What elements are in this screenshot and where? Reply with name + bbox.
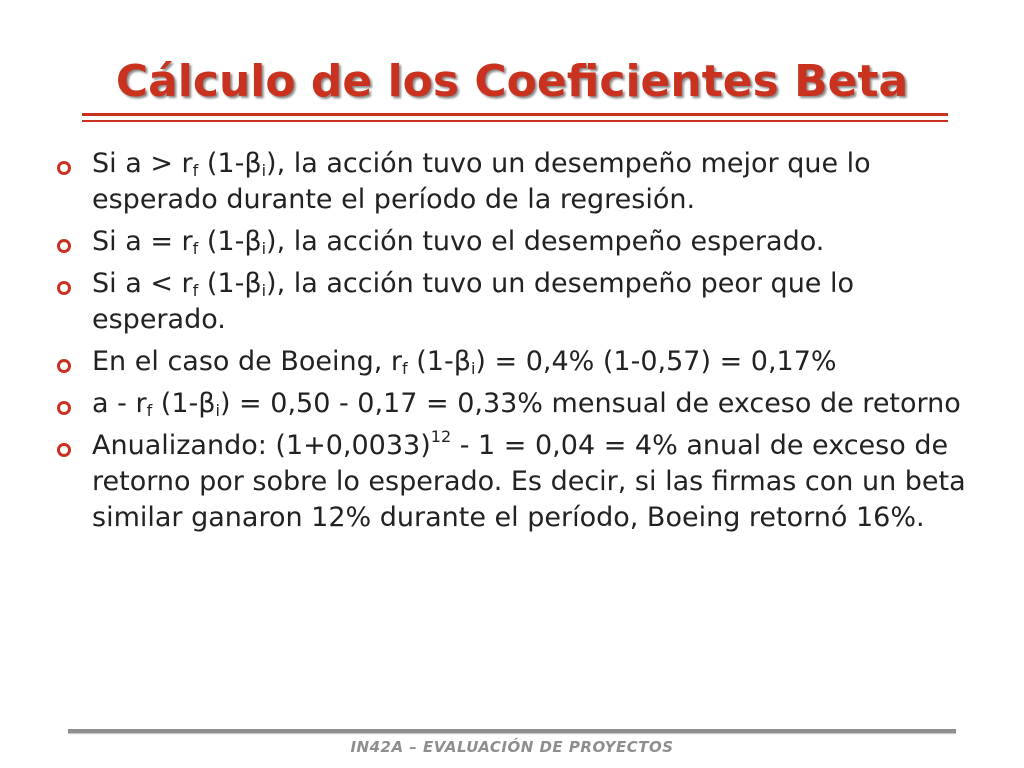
hollow-circle-bullet-icon [57, 443, 71, 457]
hollow-circle-bullet-icon [57, 281, 71, 295]
subscript-i: i [261, 239, 267, 258]
bullet-text: (1-β [152, 388, 216, 419]
slide-title: Cálculo de los Coeficientes Beta [115, 56, 909, 107]
subscript-i: i [470, 359, 476, 378]
hollow-circle-bullet-icon [57, 401, 71, 415]
bullet-text: (1-β [198, 268, 262, 299]
bullet-text: (1-β [198, 148, 262, 179]
bullet-text: Si a > r [92, 148, 193, 179]
bullet-item [54, 428, 974, 536]
bullet-text: - 1 = 0,04 = 4% anual de exceso de retorno por sobre lo esperado. Es decir, si las firmas con un beta similar ganaron 12% durante el período, Boeing retornó 16%. [92, 430, 966, 533]
bullet-text: Anualizando: (1+0,0033) [92, 430, 431, 461]
bullet-text: ) = 0,50 - 0,17 = 0,33% mensual de exceso de retorno [219, 388, 961, 419]
bullet-text: (1-β [198, 226, 262, 257]
title-underline [82, 113, 948, 122]
hollow-circle-bullet-icon [57, 161, 71, 175]
bullet-list [54, 146, 974, 542]
subscript-f: f [402, 359, 408, 378]
superscript-exponent: 12 [430, 427, 452, 446]
subscript-i: i [261, 281, 267, 300]
bullet-item [54, 386, 974, 422]
subscript-i: i [261, 161, 267, 180]
subscript-f: f [192, 239, 199, 258]
subscript-f: f [192, 161, 199, 180]
subscript-f: f [146, 401, 153, 420]
bullet-text: En el caso de Boeing, r [92, 346, 403, 377]
subscript-f: f [192, 281, 199, 300]
bullet-item [54, 224, 974, 260]
bullet-text: a - r [92, 388, 147, 419]
hollow-circle-bullet-icon [57, 359, 71, 373]
bullet-text: ), la acción tuvo un desempeño mejor que lo esperado durante el período de la regresión. [92, 148, 871, 215]
bullet-text: Si a = r [92, 226, 193, 257]
bullet-item [54, 344, 974, 380]
bullet-item [54, 146, 974, 218]
footer-divider [68, 729, 956, 733]
bullet-text: Si a < r [92, 268, 193, 299]
bullet-text: ), la acción tuvo el desempeño esperado. [266, 226, 825, 257]
footer-text: IN42A – EVALUACIÓN DE PROYECTOS [350, 738, 674, 756]
hollow-circle-bullet-icon [57, 239, 71, 253]
bullet-text: ) = 0,4% (1-0,57) = 0,17% [475, 346, 837, 377]
bullet-text: (1-β [407, 346, 471, 377]
subscript-i: i [215, 401, 220, 420]
bullet-text: ), la acción tuvo un desempeño peor que lo esperado. [92, 268, 855, 335]
bullet-item [54, 266, 974, 338]
